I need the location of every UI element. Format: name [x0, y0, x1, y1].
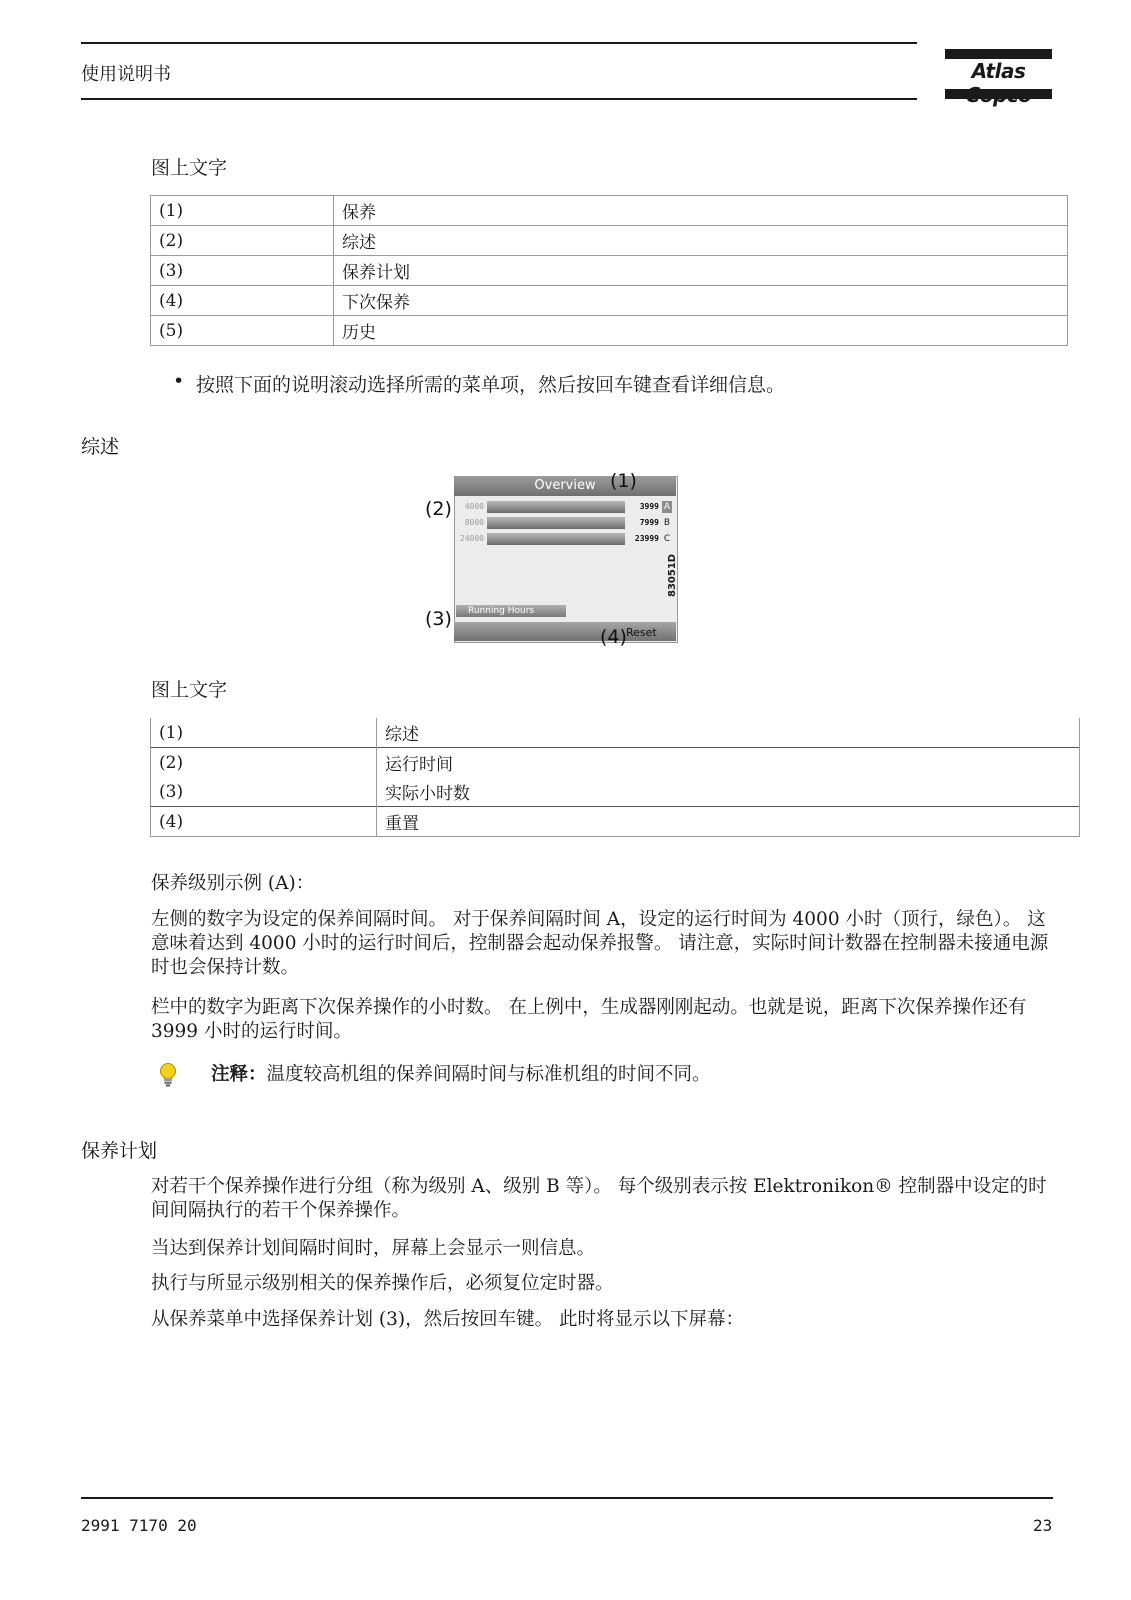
footer-rule [81, 1497, 1053, 1499]
table-row [151, 718, 1080, 748]
legend-value: 综述 [377, 718, 1080, 748]
paragraph-plan-select: 从保养菜单中选择保养计划 (3)，然后按回车键。 此时将显示以下屏幕： [151, 1309, 744, 1330]
legend-value: 保养计划 [334, 256, 1068, 286]
section-heading-plan: 保养计划 [81, 1140, 158, 1162]
page-number: 23 [1033, 1516, 1053, 1535]
table-row [151, 316, 1068, 346]
table-row [151, 286, 1068, 316]
example-title: 保养级别示例 (A)： [151, 873, 315, 894]
interval-bar [487, 517, 625, 529]
note-text [211, 1063, 1031, 1087]
legend-value: 重置 [377, 807, 1080, 837]
legend-key: (4) [151, 807, 377, 837]
table-row [151, 196, 1068, 226]
table-row [151, 256, 1068, 286]
remaining-hours: 7999 [639, 518, 659, 527]
bullet-dot-icon: • [173, 370, 185, 392]
paragraph-plan-message: 当达到保养计划间隔时间时，屏幕上会显示一则信息。 [151, 1238, 596, 1259]
legend-value: 下次保养 [334, 286, 1068, 316]
paragraph-plan-reset: 执行与所显示级别相关的保养操作后，必须复位定时器。 [151, 1273, 614, 1294]
interval-row [454, 532, 672, 546]
table-row [151, 748, 1080, 778]
reset-label: Reset [626, 626, 657, 639]
note-body: 温度较高机组的保养间隔时间与标准机组的时间不同。 [266, 1064, 711, 1085]
legend-caption: 图上文字 [151, 157, 228, 179]
paragraph-plan-levels: 对若干个保养操作进行分组（称为级别 A、级别 B 等）。 每个级别表示按 Elektronikon® 控制器中设定的时间间隔执行的若干个保养操作。 [151, 1176, 1047, 1221]
interval-limit: 24000 [459, 534, 484, 543]
paragraph-interval-explanation: 左侧的数字为设定的保养间隔时间。 对于保养间隔时间 A，设定的运行时间为 4000 小时（顶行，绿色）。 这意味着达到 4000 小时的运行时间后，控制器会起动保养报警。 请注意，实际时间计数器在控制器未接通电源时也会保持计数。 [151, 909, 1049, 978]
legend-caption-overview: 图上文字 [151, 679, 228, 701]
controller-screen [451, 474, 681, 644]
legend-value: 保养 [334, 196, 1068, 226]
figure-number: 83051D [667, 553, 678, 597]
legend-key: (1) [151, 196, 334, 226]
legend-table-overview [150, 718, 1080, 837]
brand-name: Atlas [971, 59, 1026, 83]
legend-table [150, 195, 1068, 346]
legend-value: 运行时间 [377, 748, 1080, 778]
interval-bar [487, 533, 625, 545]
legend-value: 实际小时数 [377, 777, 1080, 807]
table-row [151, 226, 1068, 256]
callout-4: (4) [600, 626, 627, 648]
interval-row [454, 500, 672, 514]
level-label: C [663, 534, 671, 544]
legend-key: (2) [151, 748, 377, 778]
legend-key: (3) [151, 777, 377, 807]
legend-key: (3) [151, 256, 334, 286]
interval-bar [487, 501, 625, 513]
level-label: B [663, 518, 671, 528]
interval-limit: 8000 [464, 518, 484, 527]
logo-bottom-bar [945, 89, 1052, 99]
paragraph-remaining-hours: 栏中的数字为距离下次保养操作的小时数。 在上例中，生成器刚刚起动。也就是说，距离下次保养操作还有 3999 小时的运行时间。 [151, 997, 1027, 1042]
remaining-hours: 23999 [634, 534, 659, 543]
section-heading-overview: 综述 [81, 436, 120, 458]
document-number: 2991 7170 20 [81, 1516, 197, 1535]
legend-value: 历史 [334, 316, 1068, 346]
instruction-bullet: 按照下面的说明滚动选择所需的菜单项，然后按回车键查看详细信息。 [196, 374, 786, 396]
legend-key: (2) [151, 226, 334, 256]
legend-key: (1) [151, 718, 377, 748]
screen-title: Overview [454, 476, 676, 496]
legend-value: 综述 [334, 226, 1068, 256]
note-label: 注释： [211, 1064, 267, 1085]
level-label: A [663, 502, 671, 512]
header-bottom-rule [81, 98, 917, 100]
logo-top-bar [945, 49, 1052, 59]
lightbulb-icon [157, 1062, 179, 1088]
callout-1: (1) [610, 470, 637, 492]
remaining-hours: 3999 [639, 502, 659, 511]
interval-row [454, 516, 672, 530]
legend-key: (5) [151, 316, 334, 346]
table-row [151, 807, 1080, 837]
running-hours-bar: Running Hours [456, 605, 566, 617]
document-title: 使用说明书 [81, 64, 171, 85]
header-top-rule [81, 42, 917, 44]
callout-3: (3) [425, 608, 452, 630]
callout-2: (2) [425, 498, 452, 520]
legend-key: (4) [151, 286, 334, 316]
interval-limit: 4000 [464, 502, 484, 511]
table-row [151, 777, 1080, 807]
